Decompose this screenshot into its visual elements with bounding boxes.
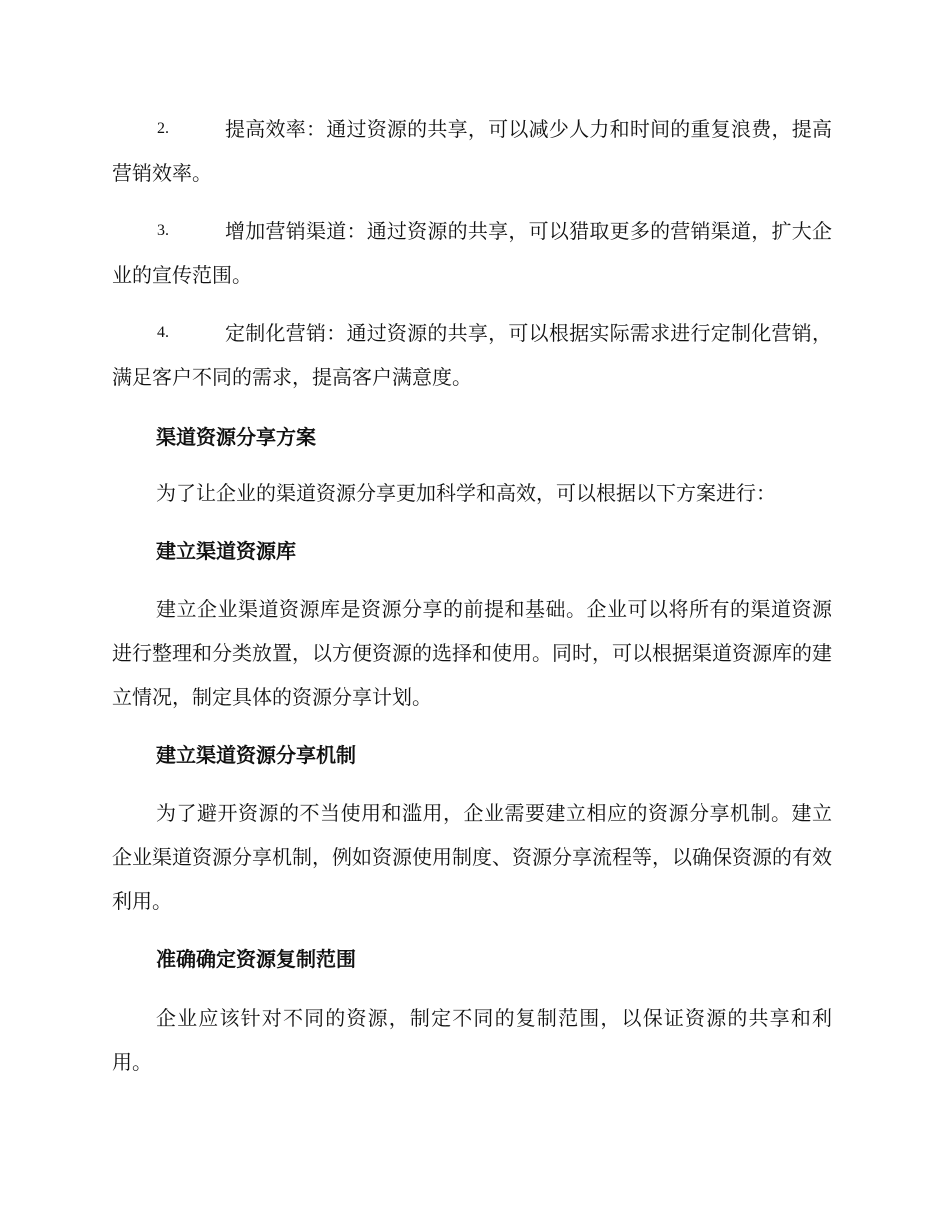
- list-item-text: 增加营销渠道：通过资源的共享，可以猎取更多的营销渠道，扩大企业的宣传范围。: [112, 219, 832, 287]
- list-item-text: 定制化营销：通过资源的共享，可以根据实际需求进行定制化营销，满足客户不同的需求，提高客户满意度。: [112, 321, 832, 389]
- list-item-text: 提高效率：通过资源的共享，可以减少人力和时间的重复浪费，提高营销效率。: [112, 117, 832, 185]
- section-heading: 渠道资源分享方案: [156, 425, 316, 449]
- list-item-number: 4.: [157, 324, 169, 341]
- list-item-number: 2.: [157, 120, 169, 137]
- section-heading: 准确确定资源复制范围: [156, 947, 356, 971]
- section-heading: 建立渠道资源库: [156, 539, 296, 563]
- list-item: [112, 107, 832, 195]
- list-item: [112, 209, 832, 297]
- list-item-number: 3.: [157, 222, 169, 239]
- section-paragraph: 企业应该针对不同的资源，制定不同的复制范围，以保证资源的共享和利用。: [112, 1006, 832, 1074]
- section-paragraph: 为了让企业的渠道资源分享更加科学和高效，可以根据以下方案进行：: [156, 481, 776, 505]
- list-item: [112, 311, 832, 399]
- section-paragraph: 建立企业渠道资源库是资源分享的前提和基础。企业可以将所有的渠道资源进行整理和分类放置，以方便资源的选择和使用。同时，可以根据渠道资源库的建立情况，制定具体的资源分享计划。: [112, 597, 832, 709]
- section-paragraph: 为了避开资源的不当使用和滥用，企业需要建立相应的资源分享机制。建立企业渠道资源分享机制，例如资源使用制度、资源分享流程等，以确保资源的有效利用。: [112, 801, 832, 913]
- section-heading: 建立渠道资源分享机制: [156, 743, 356, 767]
